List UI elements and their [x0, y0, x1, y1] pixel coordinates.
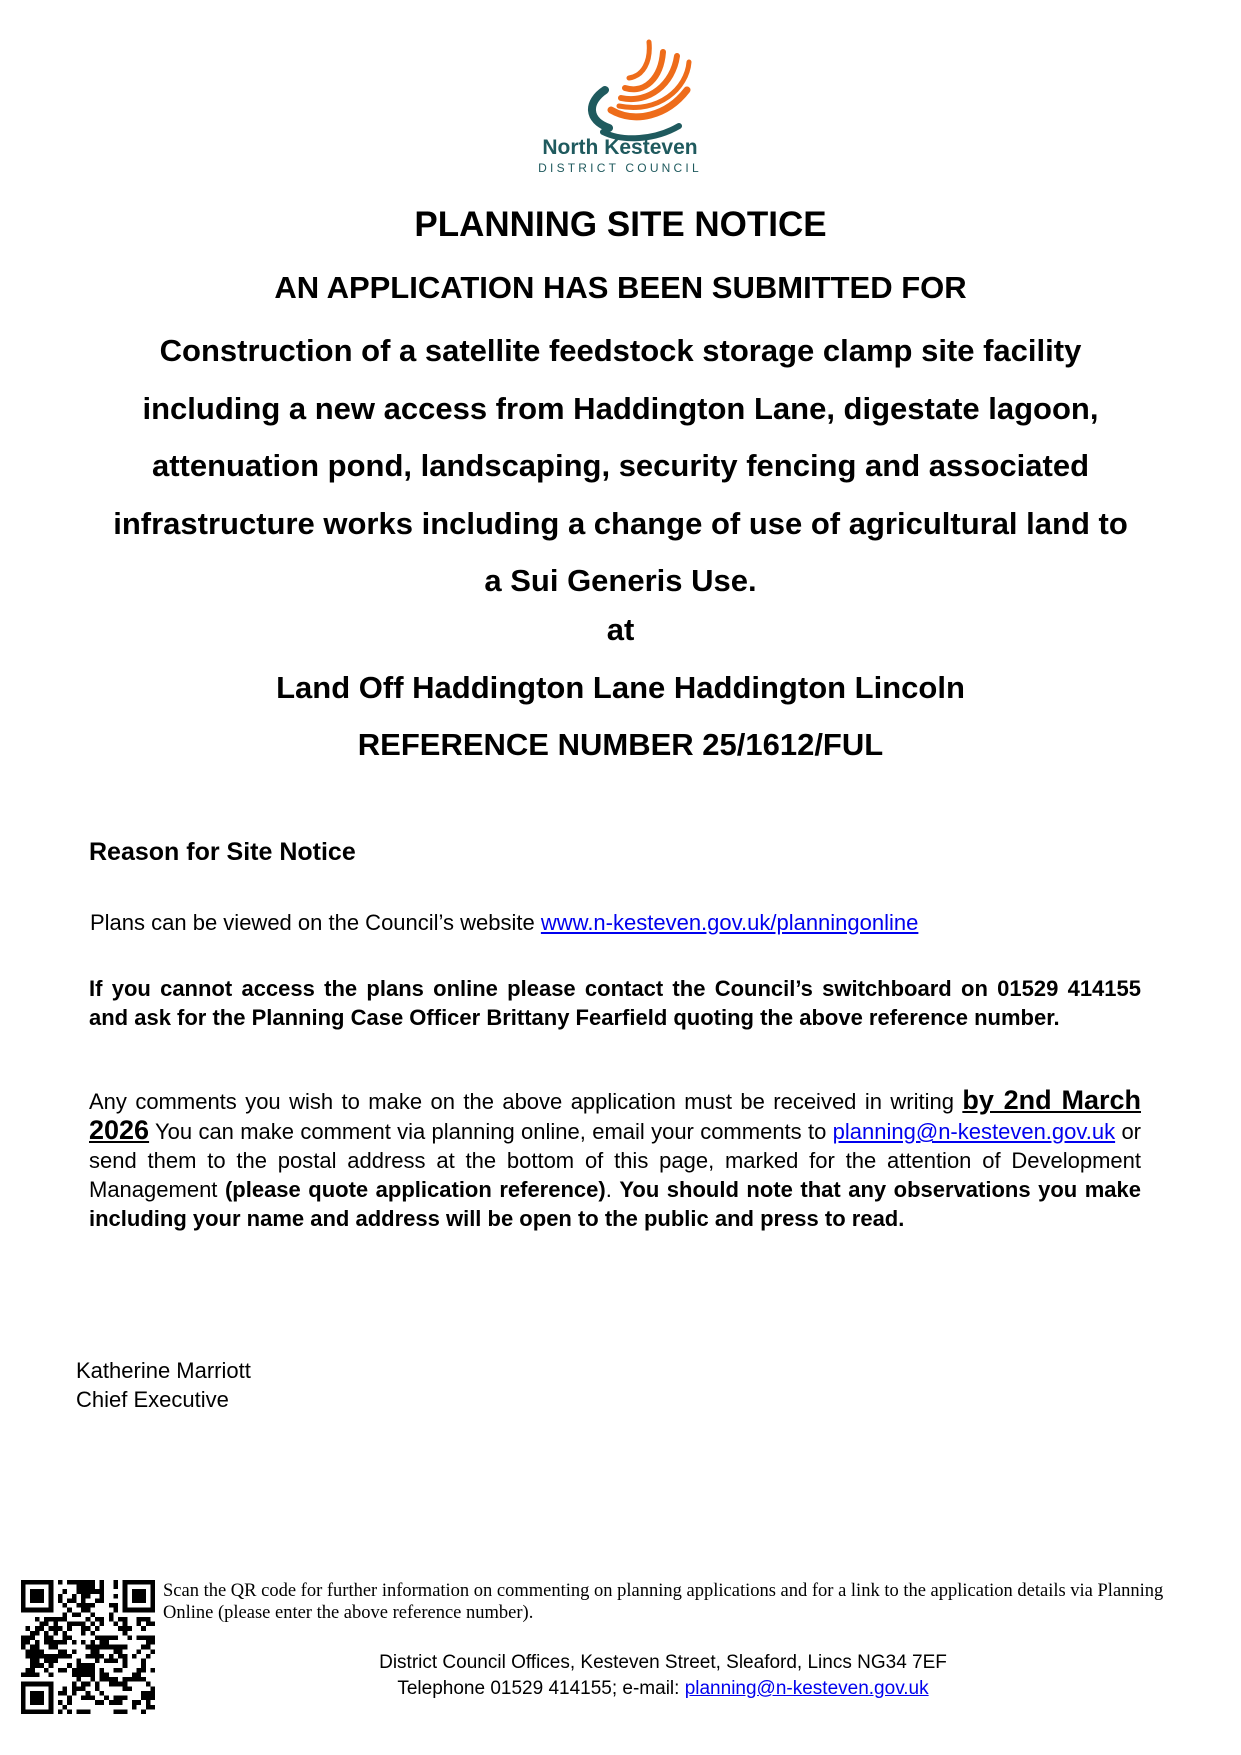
plans-text: Plans can be viewed on the Council’s website: [90, 910, 535, 935]
signatory-title: Chief Executive: [76, 1387, 229, 1412]
reason-heading: Reason for Site Notice: [89, 838, 356, 866]
site-location: Land Off Haddington Lane Haddington Lincoln: [276, 670, 965, 705]
council-address: District Council Offices, Kesteven Street, Sleaford, Lincs NG34 7EF: [379, 1652, 947, 1673]
plans-paragraph: [90, 910, 918, 936]
public-note: You should note that any observations you make including your name and address will be open to the public and press to read.: [89, 1177, 1141, 1231]
footer-email-link[interactable]: planning@n-kesteven.gov.uk: [684, 1678, 929, 1699]
description-line: attenuation pond, landscaping, security fencing and associated: [151, 448, 1090, 483]
planning-email-link[interactable]: planning@n-kesteven.gov.uk: [832, 1119, 1116, 1144]
council-contact: [163, 1676, 1163, 1702]
comments-intro: Any comments you wish to make on the above application must be received in writing: [89, 1089, 954, 1114]
application-description: [88, 322, 1153, 610]
signatory-name: Katherine Marriott: [76, 1358, 251, 1383]
comments-after-email: or send them to the postal address at the bottom of this page, marked for the attention of Development Management: [89, 1119, 1141, 1202]
comments-mid: You can make comment via planning online, email your comments to: [155, 1119, 827, 1144]
qr-instructions: Scan the QR code for further information on commenting on planning applications and for a link to the application details via Planning Online (please enter the above reference number).: [163, 1581, 1164, 1623]
comment-deadline: by 2nd March 2026: [89, 1085, 1141, 1145]
at-label: at: [606, 612, 635, 647]
description-line: infrastructure works including a change of use of agricultural land to: [113, 505, 1128, 541]
notice-title: PLANNING SITE NOTICE: [414, 205, 827, 244]
description-line: Construction of a satellite feedstock storage clamp site facility: [159, 333, 1082, 368]
reference-number: REFERENCE NUMBER 25/1612/FUL: [357, 727, 884, 762]
logo-subtitle: DISTRICT COUNCIL: [538, 161, 702, 175]
description-line: a Sui Generis Use.: [484, 563, 757, 598]
logo-name: North Kesteven: [542, 136, 698, 159]
telephone-text: Telephone 01529 414155; e-mail:: [397, 1678, 680, 1699]
notice-subtitle: AN APPLICATION HAS BEEN SUBMITTED FOR: [274, 270, 967, 305]
planning-online-link[interactable]: www.n-kesteven.gov.uk/planningonline: [540, 910, 919, 935]
period: .: [605, 1177, 612, 1202]
description-line: including a new access from Haddington Lane, digestate lagoon,: [142, 390, 1099, 426]
quote-note: (please quote application reference): [224, 1177, 606, 1202]
qr-code-icon[interactable]: [21, 1580, 155, 1714]
contact-paragraph: If you cannot access the plans online please contact the Council’s switchboard on 01529 414155 and ask for the Planning Case Officer Brittany Fearfield quoting the above reference number.: [89, 976, 1141, 1030]
signatory: [76, 1356, 251, 1414]
comments-paragraph: [89, 1086, 1141, 1233]
